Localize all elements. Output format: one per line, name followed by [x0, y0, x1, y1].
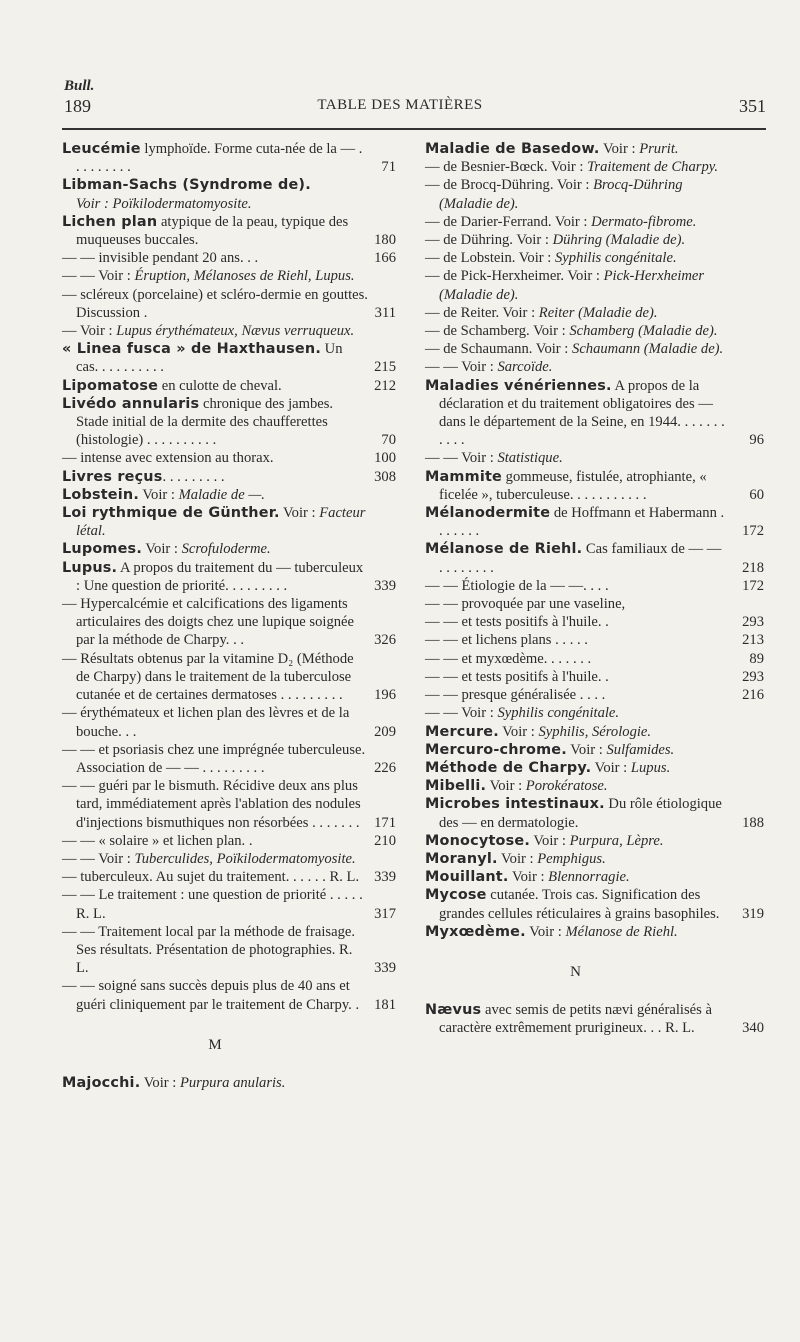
- entry-page-number: 60: [749, 486, 764, 503]
- entry-keyword: Mammite: [425, 468, 502, 485]
- index-entry: [62, 486, 368, 504]
- entry-keyword: Mycose: [425, 887, 487, 904]
- entry-reference: Pemphigus.: [537, 850, 606, 867]
- entry-page-number: 209: [374, 723, 396, 740]
- entry-reference: Traitement de Charpy.: [587, 159, 719, 176]
- entry-text: — Résultats obtenus par la vitamine D₂ (Méthode de Charpy) dans le traitement de la tuberculose cutanée et de certaines dermatoses . . . . . . . . .: [62, 650, 354, 704]
- header-rule: [62, 128, 766, 130]
- entry-page-number: 339: [374, 869, 396, 886]
- entry-text: — — provoquée par une vaseline,: [425, 596, 626, 613]
- entry-text: — — « solaire » et lichen plan. .: [62, 832, 253, 849]
- index-entry: [62, 886, 396, 922]
- index-entry: [62, 832, 396, 850]
- index-entry: [62, 650, 396, 705]
- entry-keyword: Nævus: [425, 1002, 482, 1019]
- index-entry: [425, 832, 726, 850]
- index-entry: [425, 777, 726, 795]
- entry-text: — — Le traitement : une question de priorité . . . . . R. L.: [62, 887, 363, 922]
- entry-text: Voir :: [139, 486, 179, 503]
- index-entry: [62, 377, 396, 395]
- entry-page-number: 70: [381, 432, 396, 449]
- index-entry: [425, 267, 726, 303]
- entry-text: — — invisible pendant 20 ans. . .: [62, 250, 259, 267]
- entry-text: cutanée. Trois cas. Signification des grandes cellules réticulaires à grains basophiles.: [439, 887, 720, 922]
- index-entry: [425, 340, 726, 358]
- index-entry: [425, 140, 726, 158]
- entry-text: — érythémateux et lichen plan des lèvres et de la bouche. . .: [62, 705, 350, 740]
- right-page-number: 351: [739, 96, 766, 116]
- entry-text: — — Voir :: [62, 268, 135, 285]
- index-entry: [425, 631, 764, 649]
- index-entry: [62, 1074, 368, 1092]
- entry-text: atypique de la peau, typique des muqueuses buccales.: [76, 213, 349, 249]
- entry-page-number: 71: [381, 159, 396, 176]
- entry-text: . . . . . . . . .: [162, 468, 225, 485]
- entry-text: avec semis de petits nævi généralisés à caractère extrêmement prurigineux. . . R. L.: [439, 1002, 712, 1037]
- entry-page-number: 172: [742, 523, 764, 540]
- entry-reference: Facteur létal.: [76, 505, 366, 540]
- entry-page-number: 100: [374, 450, 396, 467]
- index-entry: [425, 577, 764, 595]
- entry-text: — de Schaumann. Voir :: [425, 341, 573, 358]
- index-entry: [425, 358, 726, 376]
- index-entry: [425, 468, 764, 504]
- entry-reference: Purpura, Lèpre.: [569, 832, 664, 849]
- entry-reference: Dühring (Maladie de).: [552, 232, 686, 249]
- entry-text: — de Darier-Ferrand. Voir :: [425, 213, 592, 230]
- entry-text: Voir :: [591, 759, 631, 776]
- entry-text: — — Voir :: [425, 450, 498, 467]
- entry-page-number: 308: [374, 468, 396, 485]
- entry-keyword: Méthode de Charpy.: [425, 759, 592, 776]
- index-entry: [62, 540, 368, 558]
- entry-text: chronique des jambes. Stade initial de la dermite des chaufferettes (histologie) . . . . . . . . . .: [76, 395, 334, 449]
- entry-keyword: Mélanose de Riehl.: [425, 541, 583, 558]
- entry-text: — — et myxœdème. . . . . . .: [425, 650, 592, 667]
- entry-page-number: 172: [742, 577, 764, 594]
- entry-page-number: 96: [749, 432, 764, 449]
- entry-keyword: Monocytose.: [425, 832, 531, 849]
- entry-page-number: 181: [374, 996, 396, 1013]
- entry-reference: Éruption, Mélanoses de Riehl, Lupus.: [134, 268, 355, 285]
- entry-keyword: « Linea fusca » de Haxthausen.: [62, 341, 321, 358]
- index-entry: [425, 650, 764, 668]
- entry-reference: Schamberg (Maladie de).: [569, 323, 718, 340]
- entry-reference: Syphilis, Sérologie.: [538, 723, 652, 740]
- index-entry: [425, 741, 726, 759]
- entry-text: — de Brocq-Dühring. Voir :: [425, 177, 594, 194]
- entry-page-number: 213: [742, 632, 764, 649]
- entry-text: gommeuse, fistulée, atrophiante, « ficelée », tuberculeuse. . . . . . . . . . .: [439, 468, 707, 503]
- entry-text: — Hypercalcémie et calcifications des ligaments articulaires des doigts chez une lupique soignée par la méthode de Charpy. . .: [62, 596, 355, 649]
- entry-text: Voir :: [497, 850, 538, 867]
- index-entry: [62, 176, 368, 212]
- entry-text: Voir :: [599, 141, 640, 157]
- entry-page-number: 180: [374, 232, 396, 249]
- entry-page-number: 339: [374, 960, 396, 977]
- entry-text: Voir :: [142, 541, 182, 558]
- entry-reference: Blennorragie.: [548, 869, 630, 886]
- index-entry: [62, 923, 396, 978]
- index-entry: [425, 322, 726, 340]
- entry-reference: Reiter (Maladie de).: [538, 304, 658, 321]
- entry-text: — — Étiologie de la — —. . . .: [425, 577, 609, 594]
- entry-text: Voir :: [566, 741, 607, 758]
- entry-page-number: 218: [742, 559, 764, 576]
- entry-text: Voir :: [140, 1074, 180, 1091]
- index-entry: [62, 704, 396, 740]
- entry-text: — — et tests positifs à l'huile. .: [425, 614, 609, 631]
- entry-page-number: 293: [742, 668, 764, 685]
- entry-reference: Syphilis congénitale.: [555, 250, 677, 267]
- entry-text: — de Besnier-Bœck. Voir :: [425, 159, 588, 176]
- entry-text: Voir :: [508, 869, 549, 886]
- entry-text: — — Voir :: [62, 850, 135, 867]
- index-entry: [62, 395, 396, 450]
- entry-page-number: 166: [374, 250, 396, 267]
- entry-page-number: 319: [742, 905, 764, 922]
- entry-keyword: Moranyl.: [425, 850, 498, 867]
- entry-text: — — soigné sans succès depuis plus de 40 ans et guéri cliniquement par le traitement de Charpy. .: [62, 978, 360, 1013]
- entry-reference: Prurit.: [639, 141, 679, 157]
- entry-text: A propos de la déclaration et du traitement obligatoires des — dans le département de la Seine, en 1944. . . . . . . . . . .: [439, 377, 725, 449]
- entry-reference: Brocq-Dühring (Maladie de).: [439, 177, 683, 212]
- entry-text: Voir :: [530, 832, 570, 849]
- index-entry: [425, 504, 764, 540]
- index-entry: [425, 668, 764, 686]
- entry-reference: Lupus érythémateux, Nævus verruqueux.: [116, 323, 355, 340]
- entry-page-number: 293: [742, 614, 764, 631]
- index-entry: [425, 923, 726, 941]
- index-entry: [62, 322, 368, 340]
- entry-text: Voir :: [525, 923, 566, 940]
- entry-page-number: 311: [374, 304, 396, 321]
- index-entry: [62, 559, 396, 595]
- entry-text: — de Dühring. Voir :: [425, 232, 553, 249]
- left-column: [62, 140, 396, 1092]
- entry-page-number: 317: [374, 905, 396, 922]
- entry-reference: Lupus.: [630, 759, 671, 776]
- entry-text: lymphoïde. Forme cuta-née de la — . . . . . . . . .: [76, 141, 363, 176]
- entry-text: Un cas. . . . . . . . . .: [76, 341, 343, 376]
- index-entry: [62, 213, 396, 249]
- entry-text: — intense avec extension au thorax.: [62, 450, 274, 467]
- entry-reference: Pick-Herxheimer (Maladie de).: [439, 268, 705, 303]
- entry-text: en culotte de cheval.: [158, 377, 282, 394]
- entry-page-number: 89: [749, 650, 764, 667]
- index-entry: [425, 304, 726, 322]
- index-entry: [425, 249, 726, 267]
- index-entry: [425, 377, 764, 450]
- entry-keyword: Lobstein.: [62, 486, 140, 503]
- index-entry: [62, 286, 396, 322]
- entry-reference: Tuberculides, Poïkilodermatomyosite.: [134, 850, 356, 867]
- index-entry: [425, 759, 726, 777]
- entry-keyword: Leucémie: [62, 141, 141, 157]
- entry-text: — — presque généralisée . . . .: [425, 687, 606, 704]
- entry-keyword: Maladies vénériennes.: [425, 377, 612, 394]
- entry-page-number: 188: [742, 814, 764, 831]
- index-entry: [62, 504, 368, 540]
- entry-keyword: Mibelli.: [425, 778, 487, 795]
- entry-keyword: Lupus.: [62, 559, 118, 576]
- entry-reference: Purpura anularis.: [179, 1074, 286, 1091]
- entry-reference: Scrofuloderme.: [181, 541, 271, 558]
- index-entry: [425, 176, 726, 212]
- entry-keyword: Mercuro-chrome.: [425, 741, 567, 758]
- entry-reference: Dermato-fibrome.: [591, 213, 697, 230]
- index-entry: [62, 449, 396, 467]
- entry-text: — — guéri par le bismuth. Récidive deux ans plus tard, immédiatement après l'ablation des nodules d'injections bismuthiques non résorbées . . . . . . .: [62, 778, 361, 831]
- index-entry: [62, 977, 396, 1013]
- index-entry: [62, 267, 368, 285]
- index-entry: [425, 723, 726, 741]
- entry-keyword: Loi rythmique de Günther.: [62, 505, 280, 522]
- entry-reference: Sulfamides.: [606, 741, 675, 758]
- entry-keyword: Mouillant.: [425, 869, 509, 886]
- entry-text: — de Reiter. Voir :: [425, 304, 539, 321]
- section-letter-n: N: [570, 963, 581, 980]
- entry-text: Voir :: [486, 778, 526, 795]
- entry-text: — de Schamberg. Voir :: [425, 323, 570, 340]
- entry-page-number: 196: [374, 687, 396, 704]
- entry-text: — — Voir :: [425, 359, 498, 376]
- entry-text: — de Lobstein. Voir :: [425, 250, 555, 267]
- entry-keyword: Livédo annularis: [62, 395, 200, 412]
- page-title: TABLE DES MATIÈRES: [317, 97, 483, 113]
- index-entry: [62, 468, 396, 486]
- entry-page-number: 171: [374, 814, 396, 831]
- entry-page-number: 340: [742, 1020, 764, 1037]
- entry-page-number: 216: [742, 687, 764, 704]
- entry-text: Voir :: [279, 505, 320, 522]
- entry-page-number: 212: [374, 377, 396, 394]
- index-entry: [62, 850, 368, 868]
- journal-abbrev: Bull.: [64, 78, 95, 94]
- entry-keyword: Myxœdème.: [425, 923, 526, 940]
- index-entry: [425, 231, 726, 249]
- index-entry: [425, 704, 726, 722]
- entry-page-number: 226: [374, 759, 396, 776]
- entry-reference: Sarcoïde.: [497, 359, 553, 376]
- left-page-number: 189: [64, 96, 91, 116]
- index-entry: [425, 449, 726, 467]
- entry-text: Voir :: [498, 723, 539, 740]
- index-entry: [425, 795, 764, 831]
- entry-reference: Voir : Poïkilodermatomyosite.: [76, 195, 252, 212]
- entry-keyword: Libman-Sachs (Syndrome de).: [62, 177, 311, 194]
- entry-text: A propos du traitement du — tuberculeux : Une question de priorité. . . . . . . . .: [76, 559, 364, 594]
- entry-text: Cas familiaux de — — . . . . . . . .: [439, 541, 722, 576]
- entry-text: — — Traitement local par la méthode de fraisage. Ses résultats. Présentation de photographies. R. L.: [62, 923, 356, 977]
- entry-keyword: Maladie de Basedow.: [425, 141, 600, 157]
- entry-page-number: 326: [374, 632, 396, 649]
- entry-text: — tuberculeux. Au sujet du traitement. . . . . . R. L.: [62, 869, 360, 886]
- entry-reference: Mélanose de Riehl.: [565, 923, 678, 940]
- entry-page-number: 339: [374, 577, 396, 594]
- index-entry: [425, 213, 726, 231]
- index-entry: [425, 868, 726, 886]
- entry-keyword: Lupomes.: [62, 541, 142, 558]
- entry-reference: Syphilis congénitale.: [497, 705, 620, 722]
- index-entry: [62, 595, 396, 650]
- entry-reference: Schaumann (Maladie de).: [572, 341, 724, 358]
- entry-text: — Voir :: [62, 323, 117, 340]
- index-entry: [425, 158, 726, 176]
- entry-keyword: Lichen plan: [62, 213, 158, 230]
- index-entry: [62, 340, 396, 376]
- entry-keyword: Majocchi.: [62, 1074, 141, 1091]
- section-letter-m: M: [208, 1036, 222, 1053]
- index-entry: [425, 613, 764, 631]
- entry-page-number: 210: [374, 832, 396, 849]
- entry-text: — — et tests positifs à l'huile. .: [425, 668, 609, 685]
- entry-keyword: Mélanodermite: [425, 505, 551, 522]
- index-entry: [425, 540, 764, 576]
- entry-reference: Statistique.: [497, 450, 563, 467]
- index-entry: [425, 850, 726, 868]
- entry-keyword: Lipomatose: [62, 377, 159, 394]
- index-entry: [425, 886, 764, 922]
- index-entry: [62, 249, 396, 267]
- entry-text: — scléreux (porcelaine) et scléro-dermie en gouttes. Discussion .: [62, 286, 368, 321]
- entry-page-number: 215: [374, 359, 396, 376]
- index-entry: [425, 595, 726, 613]
- entry-keyword: Microbes intestinaux.: [425, 796, 605, 813]
- index-entry: [425, 686, 764, 704]
- entry-text: — — et psoriasis chez une imprégnée tuberculeuse. Association de — — . . . . . . . . .: [62, 741, 366, 776]
- entry-text: — de Pick-Herxheimer. Voir :: [425, 268, 604, 285]
- index-entry: [62, 741, 396, 777]
- index-entry: [62, 868, 396, 886]
- entry-text: — — et lichens plans . . . . .: [425, 632, 588, 649]
- entry-text: — — Voir :: [425, 705, 498, 722]
- index-entry: [425, 1001, 764, 1037]
- entry-text: Du rôle étiologique des — en dermatologie.: [439, 796, 722, 831]
- entry-keyword: Livres reçus: [62, 468, 163, 485]
- index-entry: [62, 777, 396, 832]
- entry-keyword: Mercure.: [425, 723, 499, 740]
- right-column: [425, 140, 764, 1038]
- entry-reference: Porokératose.: [525, 778, 608, 795]
- entry-text: de Hoffmann et Habermann . . . . . . .: [439, 505, 725, 540]
- index-entry: [62, 140, 396, 176]
- entry-reference: Maladie de —.: [178, 486, 265, 503]
